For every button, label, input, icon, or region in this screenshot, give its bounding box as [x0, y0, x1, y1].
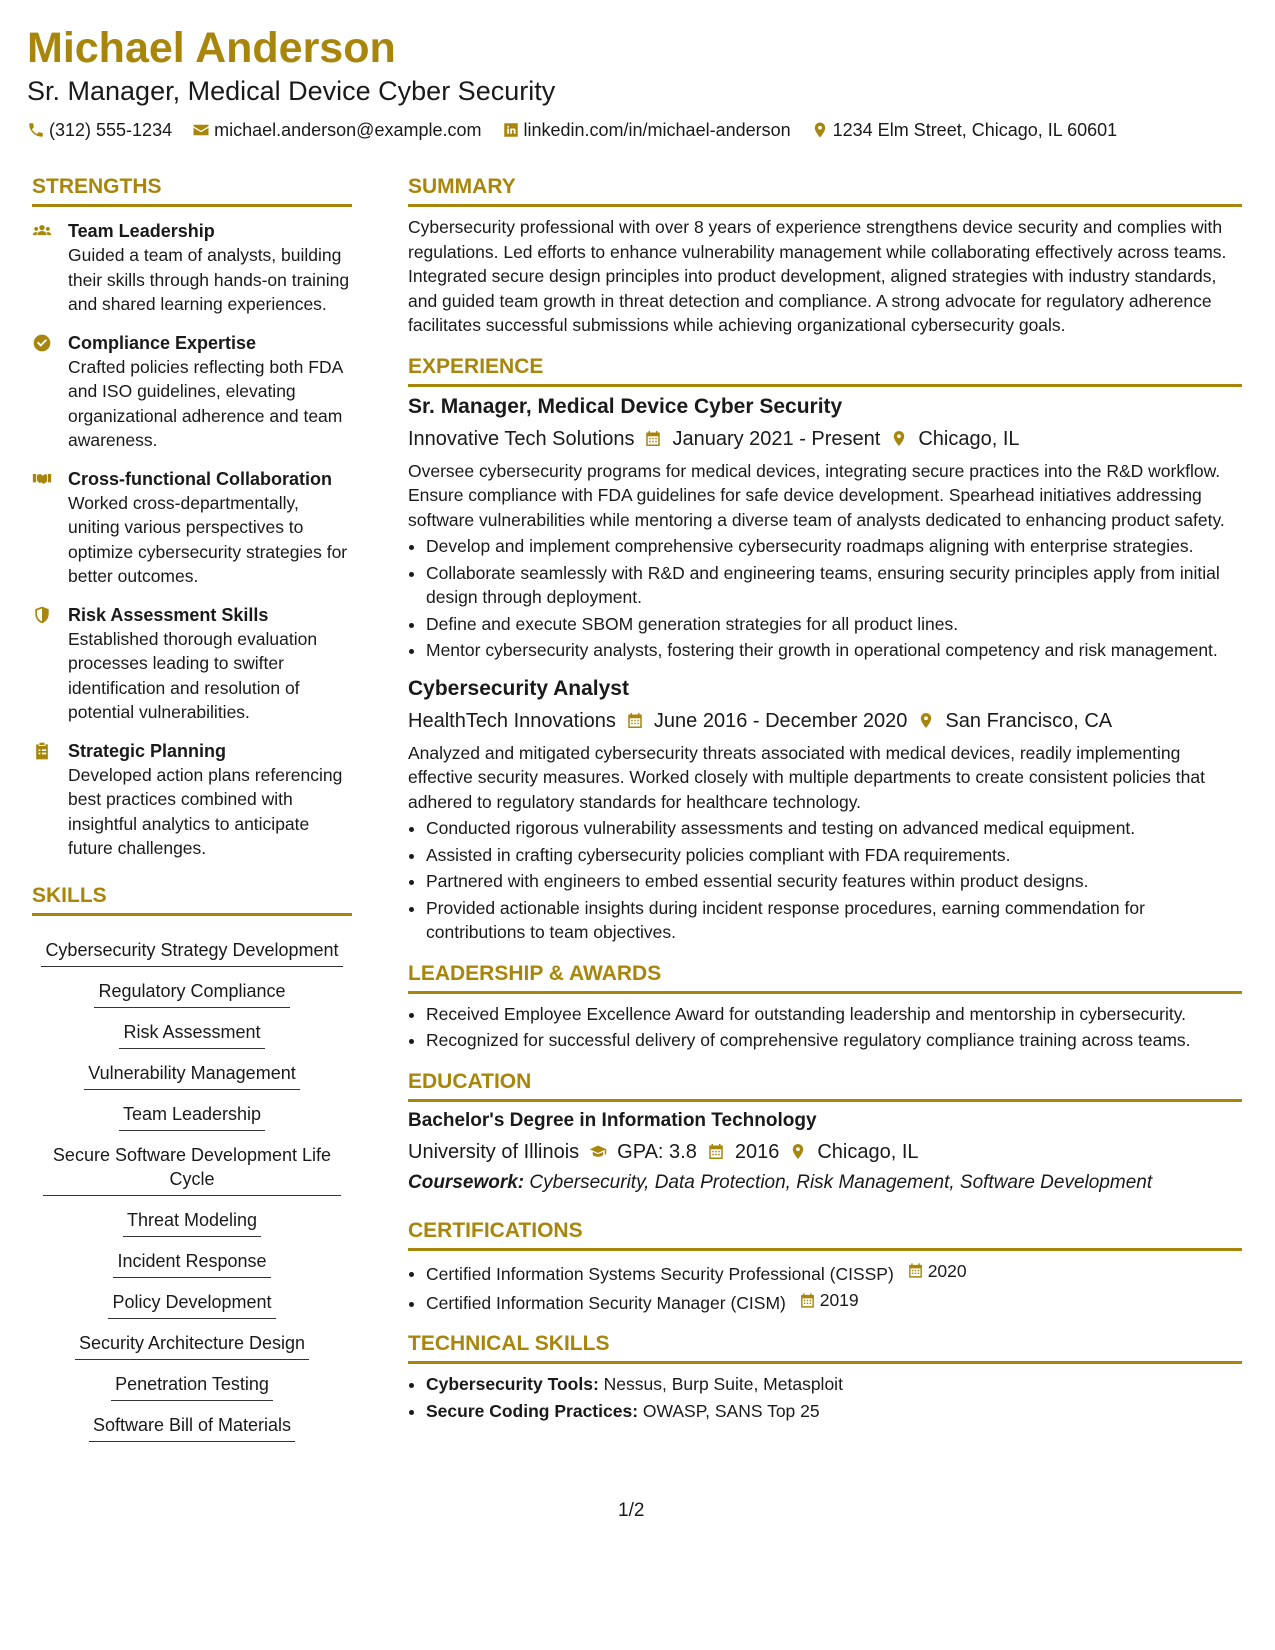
bullet-item: • Develop and implement comprehensive cybersecurity roadmaps aligning with enterprise strategies.: [426, 534, 1242, 559]
strength-item: [32, 331, 352, 453]
skill-tag: Security Architecture Design: [75, 1327, 309, 1360]
strength-desc: Developed action plans referencing best practices combined with insightful analytics to anticipate future challenges.: [68, 764, 343, 858]
bullet-item: • Define and execute SBOM generation strategies for all product lines.: [426, 612, 1242, 637]
envelope-icon: [192, 121, 210, 139]
candidate-name: Michael Anderson: [27, 24, 396, 72]
skill-tag: Regulatory Compliance: [94, 975, 289, 1008]
map-marker-icon: [789, 1143, 807, 1161]
cert-year-group: [799, 1288, 859, 1313]
strengths-heading: STRENGTHS: [32, 174, 352, 207]
job-meta: [408, 425, 1242, 453]
job-dates: June 2016 - December 2020: [653, 709, 908, 732]
map-marker-icon: [811, 121, 829, 139]
strength-desc: Worked cross-departmentally, uniting various perspectives to optimize cybersecurity strategies for better outcomes.: [68, 492, 348, 586]
certifications-heading: CERTIFICATIONS: [408, 1218, 1242, 1251]
bullet-item: • Mentor cybersecurity analysts, fostering their growth in operational competency and risk management.: [426, 638, 1242, 663]
skill-tag: Penetration Testing: [111, 1368, 273, 1401]
strength-item: [32, 467, 352, 589]
education-heading: EDUCATION: [408, 1069, 1242, 1102]
cert-year: 2020: [927, 1260, 967, 1281]
phone-icon: [27, 121, 45, 139]
award-item: • Received Employee Excellence Award for outstanding leadership and mentorship in cybersecurity.: [426, 1002, 1242, 1027]
company-name: HealthTech Innovations: [408, 709, 616, 732]
strength-title: Team Leadership: [68, 221, 215, 241]
skill-tag: Secure Software Development Life Cycle: [43, 1139, 341, 1196]
skill-tag: Incident Response: [113, 1245, 270, 1278]
summary-heading: SUMMARY: [408, 174, 1242, 207]
cert-name: Certified Information Security Manager (CISM): [426, 1292, 786, 1313]
job-entry: [408, 675, 1242, 945]
technical-skills-list: [408, 1372, 1242, 1423]
bullet-item: • Assisted in crafting cybersecurity policies compliant with FDA requirements.: [426, 843, 1242, 868]
skill-tag: Software Bill of Materials: [89, 1409, 295, 1442]
tech-skill-label: Secure Coding Practices:: [426, 1400, 639, 1421]
map-marker-icon: [890, 430, 908, 448]
awards-heading: LEADERSHIP & AWARDS: [408, 961, 1242, 994]
phone-text: (312) 555-1234: [49, 120, 173, 140]
experience-heading: EXPERIENCE: [408, 354, 1242, 387]
bullet-item: • Conducted rigorous vulnerability assessments and testing on advanced medical equipment.: [426, 816, 1242, 841]
tech-skill-value: Nessus, Burp Suite, Metasploit: [603, 1374, 843, 1394]
left-column: [32, 174, 352, 1442]
contact-phone: [27, 118, 172, 142]
job-entry: [408, 393, 1242, 663]
awards-list: [408, 1002, 1242, 1053]
calendar-icon: [707, 1143, 725, 1161]
tech-skill-item: [426, 1399, 1242, 1424]
skills-list: [32, 926, 352, 1442]
skill-tag: Vulnerability Management: [84, 1057, 299, 1090]
cert-item: [426, 1288, 1242, 1315]
cert-item: [426, 1259, 1242, 1286]
calendar-icon: [799, 1291, 817, 1309]
company-name: Innovative Tech Solutions: [408, 427, 635, 450]
job-meta: [408, 707, 1242, 735]
map-marker-icon: [917, 712, 935, 730]
page-number: 1/2: [618, 1500, 645, 1521]
handshake-icon: [32, 467, 54, 589]
education-location: Chicago, IL: [817, 1140, 919, 1163]
cert-year-group: [907, 1259, 967, 1284]
cert-name: Certified Information Systems Security Professional (CISSP): [426, 1263, 894, 1284]
check-circle-icon: [32, 331, 54, 453]
contact-linkedin[interactable]: [502, 118, 791, 142]
resume-header: [27, 22, 1247, 142]
shield-icon: [32, 603, 54, 725]
certifications-list: [408, 1259, 1242, 1316]
gpa-text: GPA: 3.8: [617, 1140, 697, 1163]
strength-desc: Established thorough evaluation processes leading to swifter identification and resolution of potential vulnerabilities.: [68, 628, 318, 722]
skill-tag: Risk Assessment: [119, 1016, 264, 1049]
job-bullets: [408, 816, 1242, 945]
candidate-title: Sr. Manager, Medical Device Cyber Security: [27, 76, 556, 106]
right-column: [408, 174, 1242, 1423]
strength-desc: Crafted policies reflecting both FDA and ISO guidelines, elevating organizational adherence and team awareness.: [68, 356, 343, 450]
tech-skill-item: [426, 1372, 1242, 1397]
tech-skill-label: Cybersecurity Tools:: [426, 1374, 599, 1394]
contact-email[interactable]: [192, 118, 481, 142]
tech-skill-value: OWASP, SANS Top 25: [642, 1400, 820, 1421]
strength-title: Compliance Expertise: [68, 332, 257, 353]
skills-heading: SKILLS: [32, 883, 352, 916]
strength-title: Cross-functional Collaboration: [68, 468, 333, 489]
job-location: San Francisco, CA: [945, 709, 1113, 732]
calendar-icon: [626, 712, 644, 730]
job-description: Oversee cybersecurity programs for medical devices, integrating secure practices into the R&D workflow. Ensure compliance with FDA guidelines for safe device development. Spearhead initiatives addressing software vulnerabilities while mentoring a diverse team of analysts dedicated to enhancing product safety.: [408, 460, 1225, 530]
calendar-icon: [907, 1262, 925, 1280]
contact-address: [811, 118, 1118, 142]
bullet-item: • Provided actionable insights during incident response procedures, earning commendation for contributions to team objectives.: [426, 896, 1242, 945]
skill-tag: Threat Modeling: [123, 1204, 261, 1237]
job-location: Chicago, IL: [918, 427, 1020, 450]
skill-tag: Team Leadership: [119, 1098, 265, 1131]
email-text[interactable]: michael.anderson@example.com: [214, 120, 482, 140]
bullet-item: • Partnered with engineers to embed essential security features within product designs.: [426, 869, 1242, 894]
job-title: Cybersecurity Analyst: [408, 676, 629, 700]
skill-tag: Cybersecurity Strategy Development: [41, 934, 342, 967]
linkedin-icon: [502, 121, 520, 139]
job-description: Analyzed and mitigated cybersecurity threats associated with medical devices, readily implementing effective security measures. Worked closely with multiple departments to create consistent policies that adhered to regulatory standards for healthcare technology.: [408, 742, 1205, 812]
education-year: 2016: [734, 1140, 780, 1163]
job-title: Sr. Manager, Medical Device Cyber Security: [408, 394, 843, 418]
calendar-icon: [644, 430, 662, 448]
linkedin-text[interactable]: linkedin.com/in/michael-anderson: [523, 120, 791, 140]
strength-item: [32, 603, 352, 725]
award-item: • Recognized for successful delivery of comprehensive regulatory compliance training across teams.: [426, 1028, 1242, 1053]
strength-item: [32, 739, 352, 861]
school-name: University of Illinois: [408, 1140, 580, 1163]
contact-bar: [27, 118, 1247, 142]
cert-year: 2019: [819, 1289, 859, 1310]
coursework-label: Coursework:: [408, 1171, 525, 1193]
skill-tag: Policy Development: [108, 1286, 275, 1319]
strength-title: Strategic Planning: [68, 740, 227, 761]
coursework-text: Cybersecurity, Data Protection, Risk Management, Software Development: [529, 1171, 1153, 1193]
address-text: 1234 Elm Street, Chicago, IL 60601: [832, 120, 1118, 140]
job-bullets: [408, 534, 1242, 663]
technical-skills-heading: TECHNICAL SKILLS: [408, 1331, 1242, 1364]
education-meta: [408, 1138, 1242, 1166]
coursework: [408, 1170, 1242, 1196]
strength-title: Risk Assessment Skills: [68, 604, 269, 625]
job-dates: January 2021 - Present: [672, 427, 881, 450]
bullet-item: • Collaborate seamlessly with R&D and engineering teams, ensuring security principles apply from initial design through deployment.: [426, 561, 1242, 610]
summary-text: Cybersecurity professional with over 8 years of experience strengthens device security and complies with regulations. Led efforts to enhance vulnerability management while collaborating effectively across teams. Integrated secure design principles into product development, aligned strategies with industry standards, and guided team growth in threat detection and compliance. A strong advocate for regulatory adherence facilitates successful submissions while achieving organizational cybersecurity goals.: [408, 217, 1227, 335]
users-icon: [32, 219, 54, 317]
clipboard-icon: [32, 739, 54, 861]
strength-item: [32, 219, 352, 317]
strength-desc: Guided a team of analysts, building their skills through hands-on training and shared learning experiences.: [68, 245, 350, 314]
degree-title: Bachelor's Degree in Information Technology: [408, 1109, 817, 1131]
graduation-cap-icon: [589, 1143, 607, 1161]
